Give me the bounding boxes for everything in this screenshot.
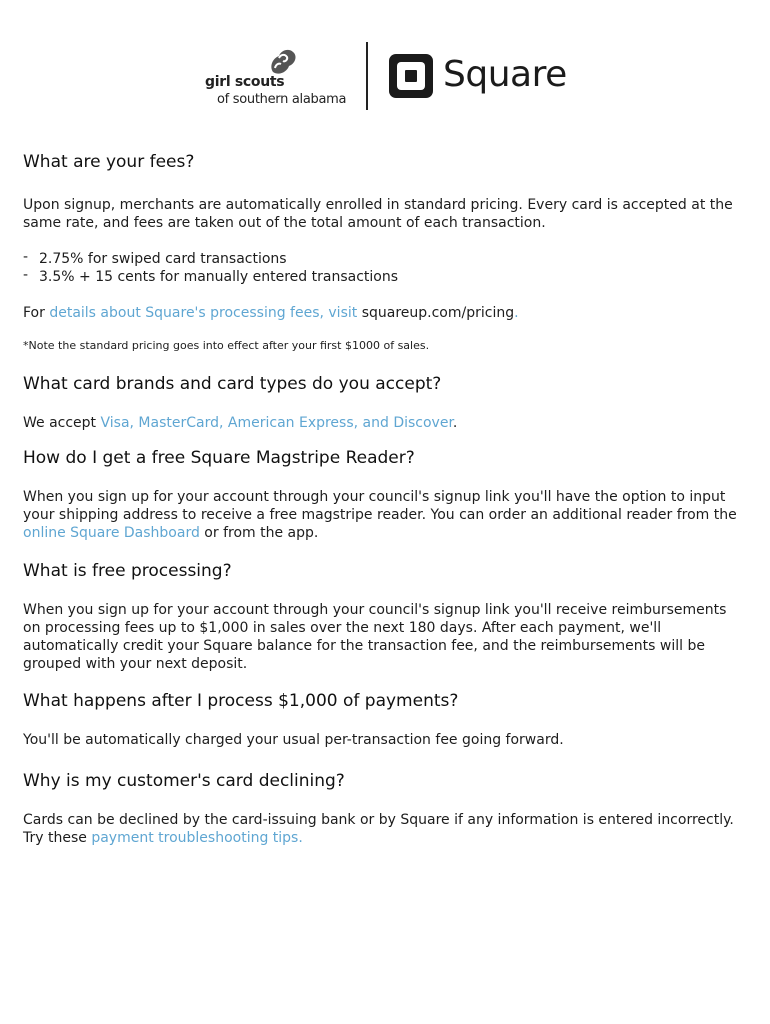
fees-list [23,250,748,286]
fees-bullet: - 2.75% for swiped card transactions [23,249,287,267]
faq-after-1000 [23,689,748,749]
faq-content [23,150,748,847]
reader-text: When you sign up for your account through your council's signup link you'll have the option to input your shipping address to receive a free magstripe reader. You can order an additional reader from the online Square Dashboard or from the app. [23,489,737,541]
pricing-details-link[interactable]: details about Square's processing fees, visit [49,305,358,321]
square-wordmark: Square [443,54,567,95]
declining-heading: Why is my customer's card declining? [23,771,345,791]
fees-details: For details about Square's processing fees, visit squareup.com/pricing. [23,305,519,321]
card-brands-link[interactable]: Visa, MasterCard, American Express, and Discover [100,415,453,431]
faq-cards [23,372,748,432]
girl-scouts-logo [205,48,355,108]
cards-heading: What card brands and card types do you accept? [23,374,442,394]
gs-logo-line1: girl scouts [205,74,285,90]
cards-text: We accept Visa, MasterCard, American Express, and Discover. [23,415,458,431]
faq-fees [23,150,748,353]
square-dashboard-link[interactable]: online Square Dashboard [23,525,200,541]
gs-logo-line2: of southern alabama [217,92,347,107]
faq-reader [23,446,748,542]
declining-text: Cards can be declined by the card-issuing bank or by Square if any information is entered incorrectly. Try these payment troubleshooting tips. [23,812,734,846]
header-logos [0,40,770,112]
free-processing-heading: What is free processing? [23,561,232,581]
fees-intro: Upon signup, merchants are automatically enrolled in standard pricing. Every card is accepted at the same rate, and fees are taken out of the total amount of each transaction. [23,197,733,231]
after-1000-text: You'll be automatically charged your usual per-transaction fee going forward. [23,732,564,748]
fees-heading: What are your fees? [23,152,195,172]
troubleshooting-tips-link[interactable]: payment troubleshooting tips. [91,830,303,846]
fees-bullet: - 3.5% + 15 cents for manually entered transactions [23,267,399,285]
faq-declining [23,769,748,847]
faq-free-processing [23,559,748,673]
after-1000-heading: What happens after I process $1,000 of payments? [23,691,459,711]
free-processing-text: When you sign up for your account through your council's signup link you'll receive reimbursements on processing fees up to $1,000 in sales over the next 180 days. After each payment, we'll automatically credit your Square balance for the transaction fee, and the reimbursements will be grouped with your next deposit. [23,602,727,672]
fees-note: *Note the standard pricing goes into effect after your first $1000 of sales. [23,339,430,352]
square-logo-icon [389,54,433,98]
reader-heading: How do I get a free Square Magstripe Reader? [23,448,415,468]
logo-divider [366,42,368,110]
